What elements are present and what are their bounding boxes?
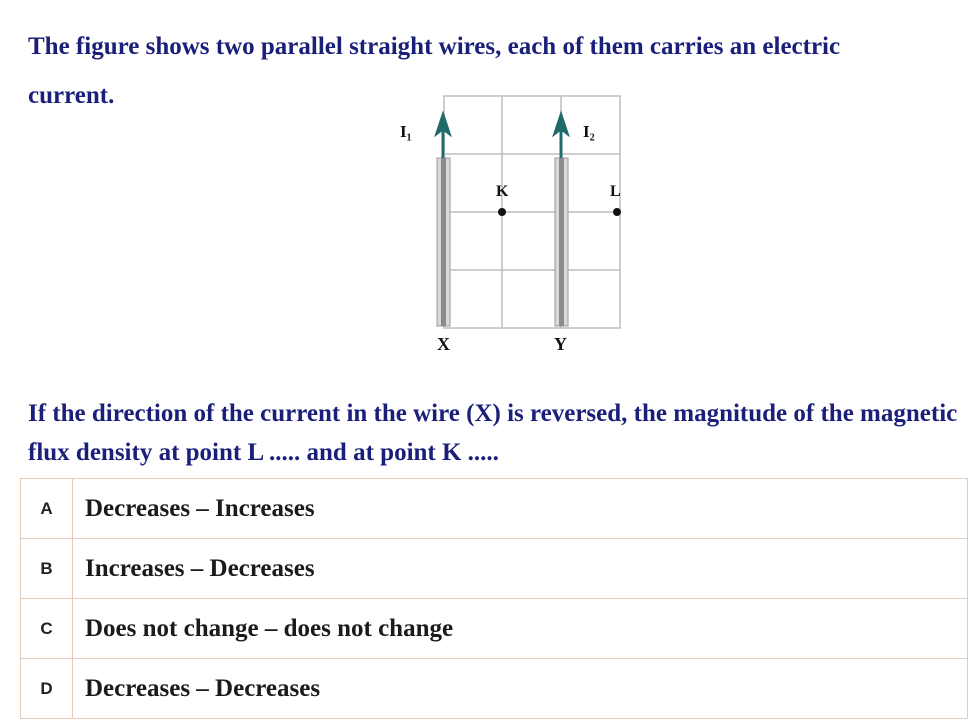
- option-text: Increases – Decreases: [85, 554, 315, 582]
- option-d[interactable]: [20, 659, 968, 719]
- point-l: [613, 208, 621, 216]
- current-1-label: I₁: [400, 122, 412, 141]
- option-text: Does not change – does not change: [85, 614, 454, 642]
- option-letter: A: [21, 479, 73, 538]
- wire-x: [437, 158, 450, 326]
- parallel-wires-figure: [380, 88, 640, 358]
- point-k: [498, 208, 506, 216]
- point-l-label: L: [610, 183, 621, 200]
- question-intro: The figure shows two parallel straight wires, each of them carries an electric current.: [28, 33, 841, 109]
- wire-x-label: X: [437, 334, 450, 354]
- option-c[interactable]: [20, 599, 968, 659]
- option-letter: D: [21, 659, 73, 718]
- option-letter: B: [21, 539, 73, 598]
- wire-y-label: Y: [554, 334, 567, 354]
- current-2-label: I₂: [583, 122, 595, 141]
- point-k-label: K: [496, 183, 509, 200]
- wire-y: [555, 158, 568, 326]
- option-b[interactable]: [20, 539, 968, 599]
- question-stem: If the direction of the current in the wire (X) is reversed, the magnitude of the magnetic flux density at point L ..... and at point K .....: [28, 400, 958, 466]
- current-arrow-y: [553, 112, 569, 158]
- current-arrow-x: [435, 112, 451, 158]
- option-a[interactable]: [20, 479, 968, 539]
- option-text: Decreases – Decreases: [85, 674, 321, 702]
- option-letter: C: [21, 599, 73, 658]
- answer-options: [20, 478, 968, 719]
- option-text: Decreases – Increases: [85, 494, 315, 522]
